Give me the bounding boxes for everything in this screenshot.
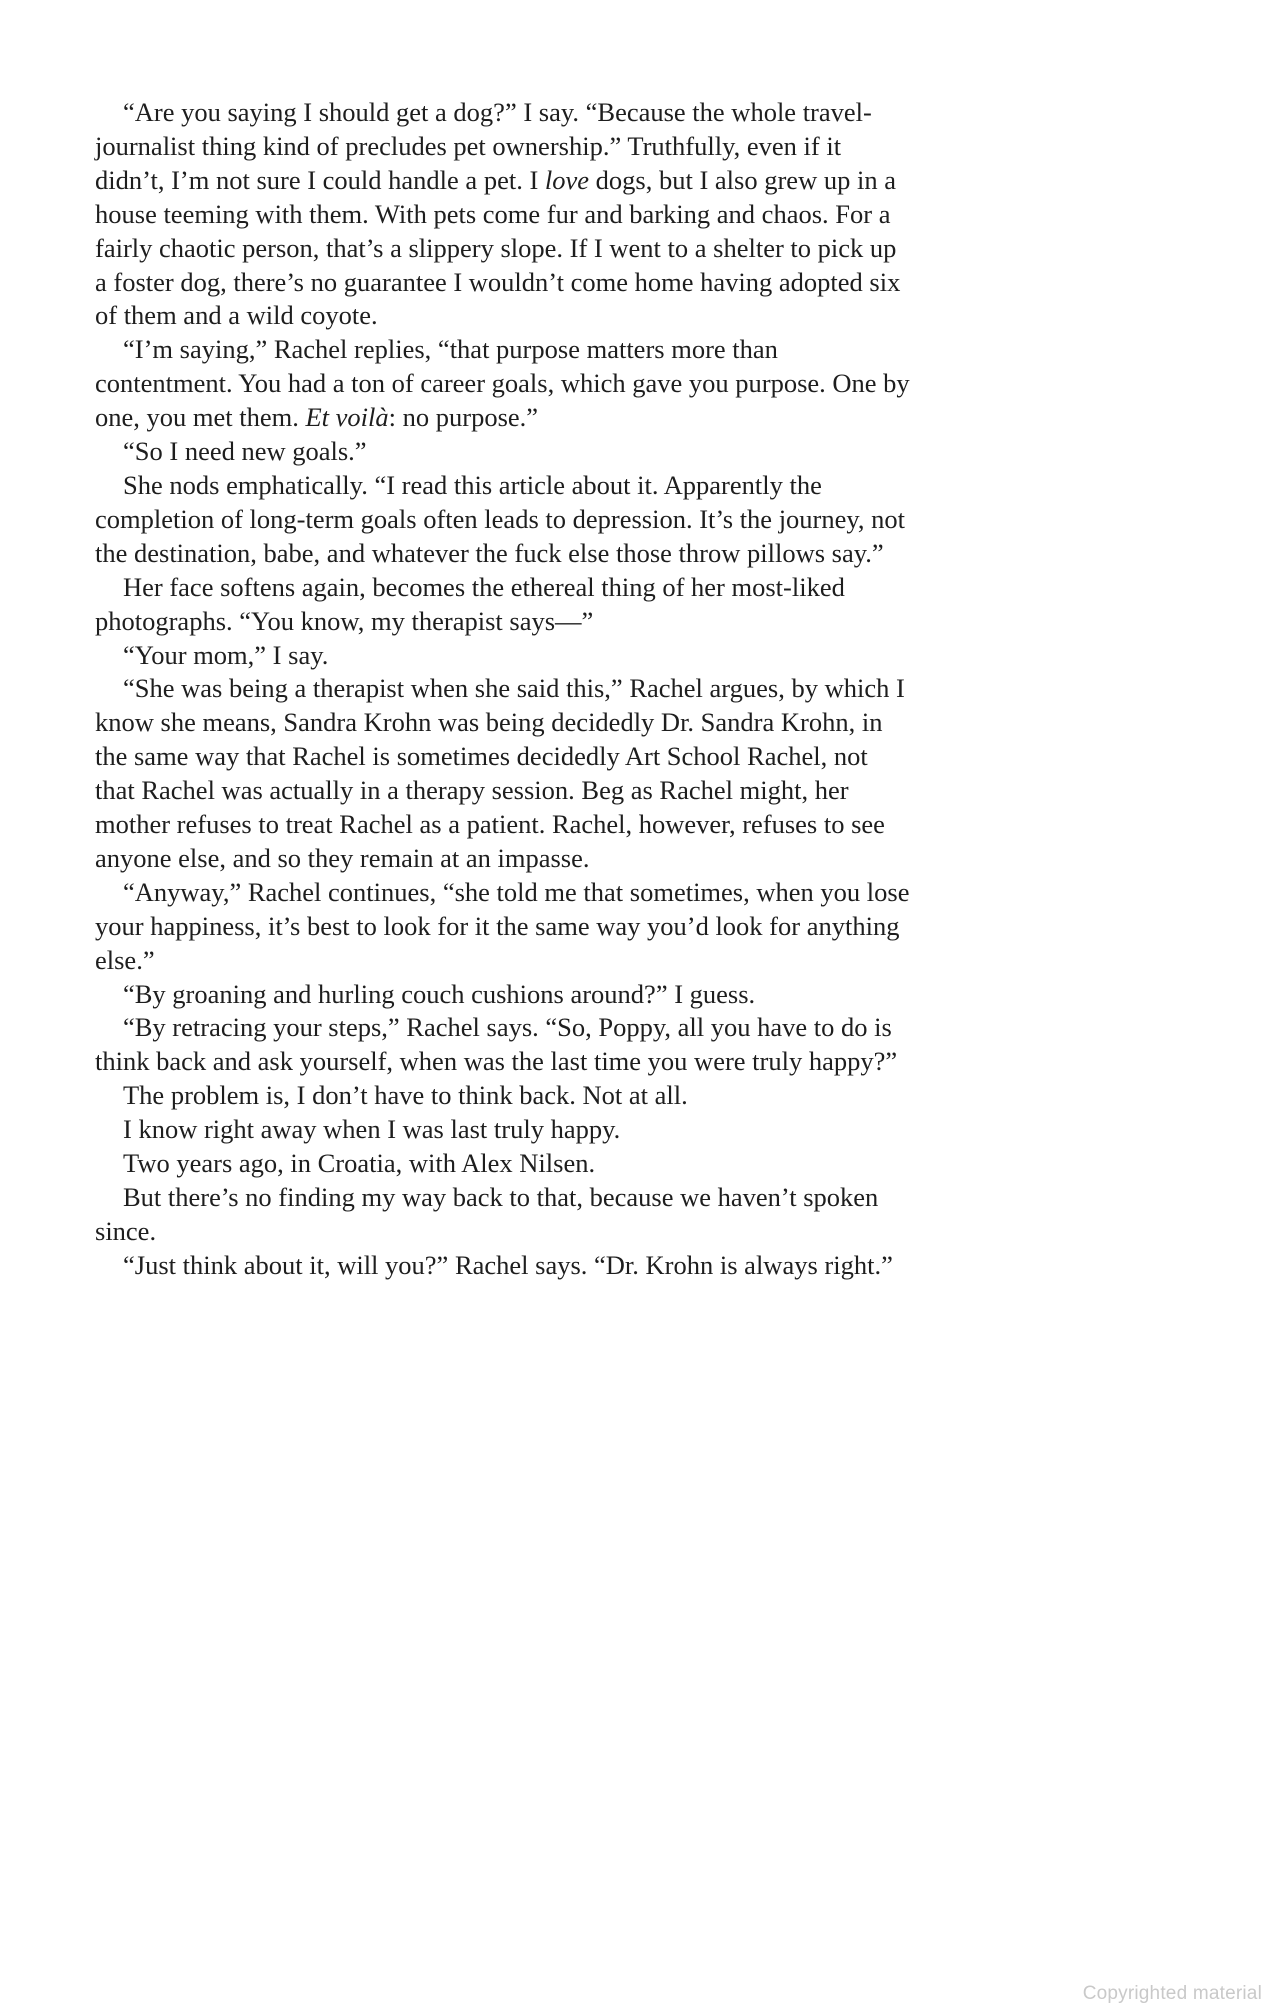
paragraph	[95, 1011, 910, 1079]
text-run: “Anyway,” Rachel continues, “she told me that sometimes, when you lose your happiness, it’s best to look for it the same way you’d look for anything else.”	[95, 876, 910, 975]
text-run: “So I need new goals.”	[123, 436, 367, 467]
text-run: dogs, but I also grew up in a house teeming with them. With pets come fur and barking and chaos. For a fairly chaotic person, that’s a slippery slope. If I went to a shelter to pick up a foster dog, there’s no guarantee I wouldn’t come home having adopted six of them and a wild coyote.	[95, 164, 901, 331]
text-run: “Are you saying I should get a dog?” I say. “Because the whole travel-journalist thing kind of precludes pet ownership.” Truthfully, even if it didn’t, I’m not sure I could handle a pet. I	[95, 97, 872, 195]
text-run: “Just think about it, will you?” Rachel says. “Dr. Krohn is always right.”	[123, 1249, 893, 1280]
text-run: “I’m saying,” Rachel replies, “that purpose matters more than contentment. You had a ton of career goals, which gave you purpose. One by one, you met them.	[95, 334, 910, 433]
text-run: But there’s no finding my way back to that, because we haven’t spoken since.	[95, 1182, 879, 1246]
paragraph	[95, 1113, 910, 1147]
paragraph	[95, 96, 910, 333]
text-run: She nods emphatically. “I read this article about it. Apparently the completion of long-term goals often leads to depression. It’s the journey, not the destination, babe, and whatever the fuck else those throw pillows say.”	[95, 469, 906, 568]
paragraph	[95, 571, 910, 639]
paragraph	[95, 435, 910, 469]
text-run: “Your mom,” I say.	[123, 639, 329, 670]
paragraph	[95, 876, 910, 978]
text-run: Her face softens again, becomes the ethereal thing of her most-liked photographs. “You know, my therapist says—”	[95, 571, 845, 636]
text-run: “She was being a therapist when she said this,” Rachel argues, by which I know she means, Sandra Krohn was being decidedly Dr. Sandra Krohn, in the same way that Rachel is sometimes decidedly Art School Rachel, not that Rachel was actually in a therapy session. Beg as Rachel might, her mother refuses to treat Rachel as a patient. Rachel, however, refuses to see anyone else, and so they remain at an impasse.	[95, 673, 905, 873]
text-run: “By retracing your steps,” Rachel says. “So, Poppy, all you have to do is think back and ask yourself, when was the last time you were truly happy?”	[95, 1012, 898, 1077]
paragraph	[95, 469, 910, 571]
text-run: “By groaning and hurling couch cushions around?” I guess.	[123, 978, 756, 1009]
book-text	[95, 96, 910, 1283]
copyright-watermark: Copyrighted material	[1082, 1983, 1262, 2004]
paragraph	[95, 1181, 910, 1249]
text-run: I know right away when I was last truly happy.	[123, 1114, 621, 1145]
text-run: : no purpose.”	[388, 402, 539, 433]
italic-text-run: love	[544, 164, 590, 195]
paragraph	[95, 1147, 910, 1181]
paragraph	[95, 1079, 910, 1113]
italic-text-run: Et voilà	[305, 402, 389, 433]
paragraph	[95, 978, 910, 1012]
paragraph	[95, 672, 910, 875]
paragraph	[95, 1249, 910, 1283]
text-run: Two years ago, in Croatia, with Alex Nilsen.	[123, 1148, 596, 1179]
paragraph	[95, 333, 910, 435]
paragraph	[95, 639, 910, 673]
text-run: The problem is, I don’t have to think back. Not at all.	[123, 1080, 688, 1111]
